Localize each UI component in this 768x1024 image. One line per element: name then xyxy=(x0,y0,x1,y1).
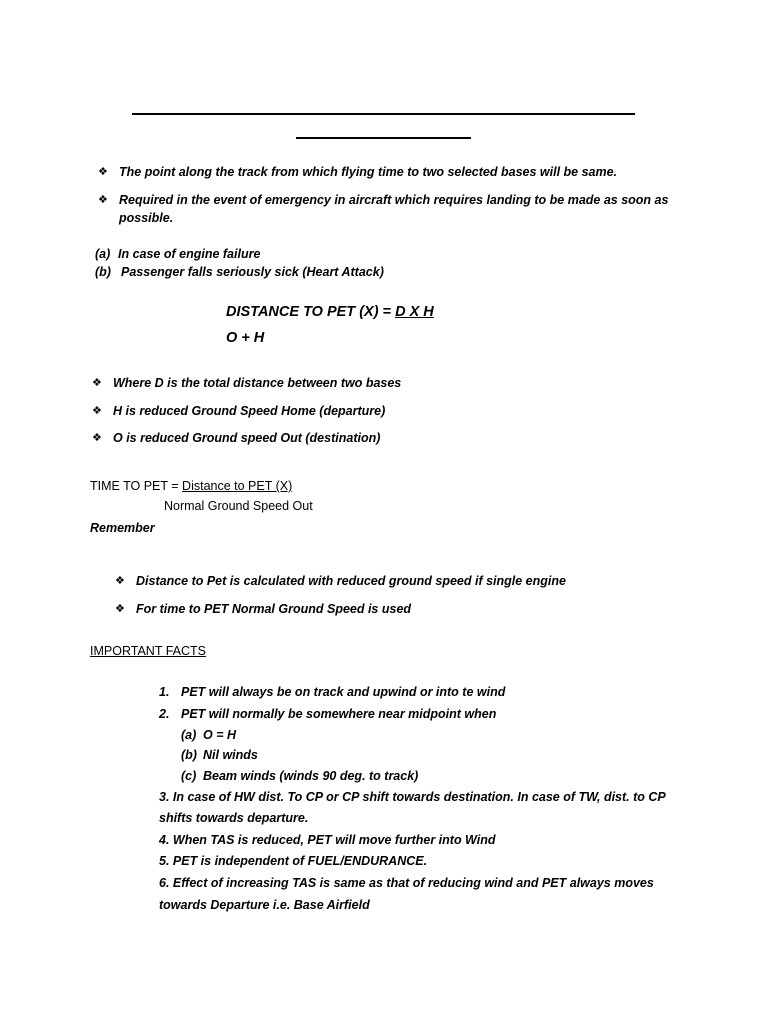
condition-text: O = H xyxy=(203,728,236,742)
case-text: Passenger falls seriously sick (Heart Attack) xyxy=(121,265,384,279)
case-label: (a) xyxy=(95,247,111,261)
fact-line: 5. PET is independent of FUEL/ENDURANCE. xyxy=(159,854,428,868)
bullet-icon: ❖ xyxy=(98,166,108,178)
fact-number: 1. xyxy=(159,685,170,699)
condition-text: Nil winds xyxy=(203,748,258,762)
subtitle-rule xyxy=(296,137,471,139)
time-formula xyxy=(90,477,292,495)
fact-line: 4. When TAS is reduced, PET will move further into Wind xyxy=(159,833,496,847)
remember-bullet: For time to PET Normal Ground Speed is used xyxy=(136,602,412,616)
distance-formula-numerator: D X H xyxy=(395,304,434,320)
bullet-icon: ❖ xyxy=(98,194,108,206)
fact-line: 3. In case of HW dist. To CP or CP shift towards destination. In case of TW, dist. to CP xyxy=(159,790,666,804)
definition-bullet: Required in the event of emergency in aircraft which requires landing to be made as soon as possible. xyxy=(119,193,669,225)
bullet-icon: ❖ xyxy=(92,377,102,389)
facts-heading: IMPORTANT FACTS xyxy=(90,644,206,658)
fact-number: 2. xyxy=(159,707,170,721)
time-formula-denominator: Normal Ground Speed Out xyxy=(164,499,313,513)
variable-bullet: H is reduced Ground Speed Home (departure) xyxy=(113,404,386,418)
distance-formula xyxy=(226,302,434,322)
fact-line: 6. Effect of increasing TAS is same as that of reducing wind and PET always moves xyxy=(159,876,654,890)
fact-text: PET will normally be somewhere near midpoint when xyxy=(181,707,497,721)
case-text: In case of engine failure xyxy=(118,247,261,261)
time-formula-lhs: TIME TO PET = xyxy=(90,479,183,493)
bullet-icon: ❖ xyxy=(92,405,102,417)
condition-label: (b) xyxy=(181,748,197,762)
condition-label: (c) xyxy=(181,769,197,783)
remember-bullet: Distance to Pet is calculated with reduced ground speed if single engine xyxy=(136,574,566,588)
bullet-icon: ❖ xyxy=(115,603,125,615)
condition-text: Beam winds (winds 90 deg. to track) xyxy=(203,769,419,783)
variable-bullet: O is reduced Ground speed Out (destination) xyxy=(113,431,381,445)
case-label: (b) xyxy=(95,265,111,279)
fact-text: PET will always be on track and upwind or into te wind xyxy=(181,685,506,699)
distance-formula-lhs: DISTANCE TO PET (X) = xyxy=(226,304,396,320)
condition-label: (a) xyxy=(181,728,197,742)
remember-heading: Remember xyxy=(90,521,155,535)
title-rule xyxy=(132,113,635,115)
bullet-icon: ❖ xyxy=(92,432,102,444)
fact-line: shifts towards departure. xyxy=(159,811,309,825)
definition-bullet: The point along the track from which flying time to two selected bases will be same. xyxy=(119,165,618,179)
fact-line: towards Departure i.e. Base Airfield xyxy=(159,898,370,912)
bullet-icon: ❖ xyxy=(115,575,125,587)
variable-bullet: Where D is the total distance between two bases xyxy=(113,376,402,390)
distance-formula-denominator: O + H xyxy=(226,330,265,346)
time-formula-numerator: Distance to PET (X) xyxy=(182,479,293,493)
